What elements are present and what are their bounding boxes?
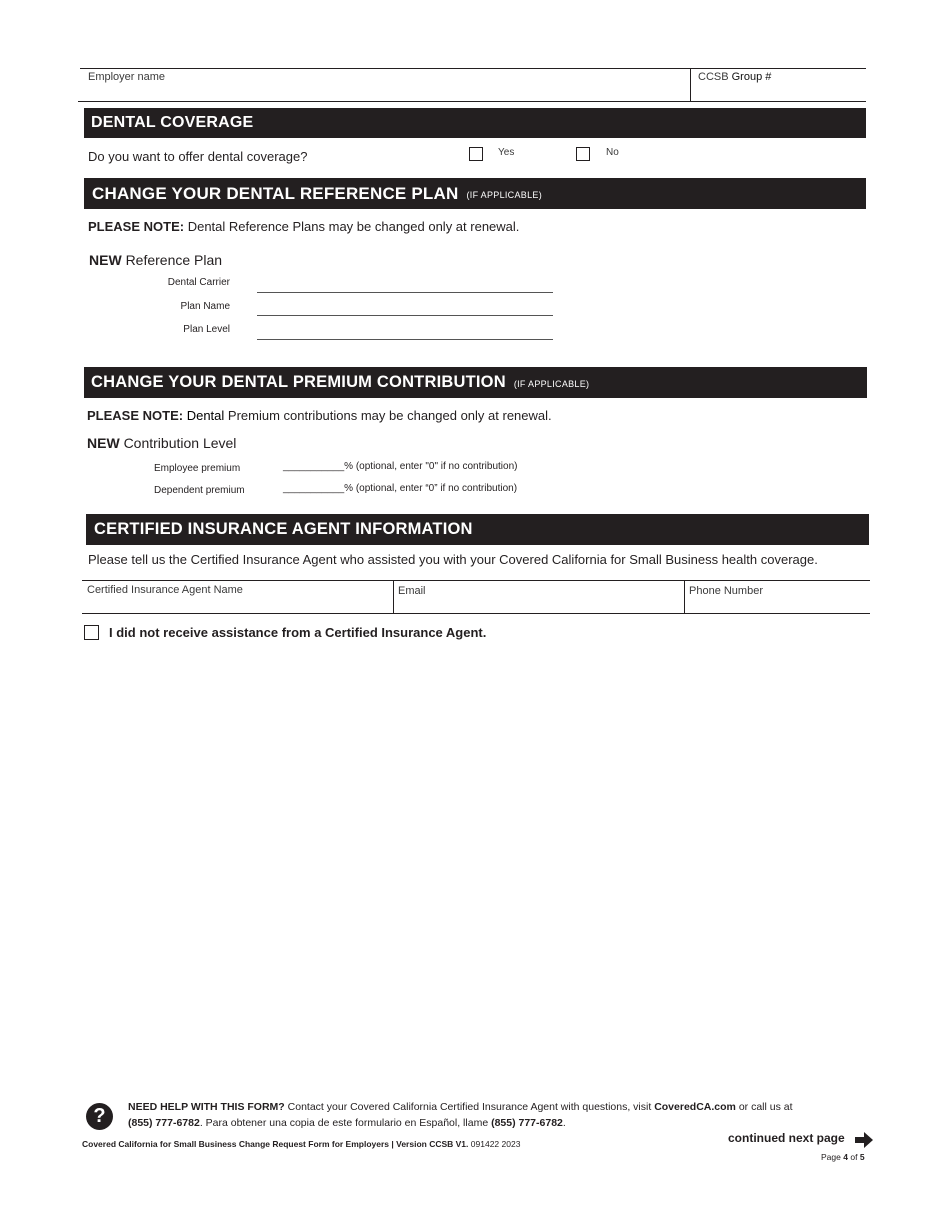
agent-email-field[interactable] — [398, 585, 426, 597]
form-id-text: Covered California for Small Business Change Request Form for Employers | Version CCSB V1. — [82, 1139, 469, 1149]
agent-name-field[interactable] — [87, 584, 243, 596]
phone-number-1: (855) 777-6782 — [128, 1117, 200, 1129]
arrow-right-icon — [855, 1132, 873, 1148]
form-version: 091422 2023 — [470, 1139, 521, 1149]
page-word: Page — [821, 1152, 841, 1162]
reference-plan-title-sub: (IF APPLICABLE) — [466, 190, 542, 200]
header-top-rule — [80, 68, 866, 69]
question-circle-icon — [86, 1103, 113, 1130]
agent-table-top-rule — [82, 580, 870, 581]
employer-name-field[interactable] — [88, 71, 165, 83]
reference-plan-title: CHANGE YOUR DENTAL REFERENCE PLAN — [92, 183, 459, 203]
help-text-call: or call us at — [738, 1101, 793, 1113]
new-reference-bold: NEW — [89, 252, 122, 268]
continued-next-page: continued next page — [728, 1131, 845, 1145]
dental-coverage-title: DENTAL COVERAGE — [91, 114, 254, 131]
premium-header — [84, 367, 867, 398]
help-bold: NEED HELP WITH THIS FORM? — [128, 1101, 285, 1113]
agent-title: CERTIFIED INSURANCE AGENT INFORMATION — [94, 520, 473, 538]
agent-intro: Please tell us the Certified Insurance Agent who assisted you with your Covered California for Small Business health coverage. — [88, 552, 818, 567]
header-bottom-rule — [78, 101, 866, 102]
premium-note-dental: Dental — [186, 408, 225, 423]
reference-plan-header — [84, 178, 866, 209]
no-label: No — [606, 147, 619, 158]
reference-note-bold: PLEASE NOTE: — [88, 219, 185, 234]
phone-number-2: (855) 777-6782 — [491, 1117, 563, 1129]
dependent-premium-label: Dependent premium — [154, 485, 245, 496]
employee-premium-label: Employee premium — [154, 463, 241, 474]
yes-checkbox[interactable] — [469, 147, 483, 161]
dental-coverage-header — [84, 108, 866, 138]
agent-divider-1 — [393, 580, 394, 614]
dental-coverage-question: Do you want to offer dental coverage? — [88, 149, 308, 164]
agent-email-label: Email — [398, 585, 426, 597]
ccsb-group-field[interactable] — [698, 71, 771, 83]
agent-phone-label: Phone Number — [689, 585, 763, 597]
plan-level-label: Plan Level — [183, 324, 230, 335]
new-contribution-bold: NEW — [87, 435, 120, 451]
dental-carrier-input[interactable] — [257, 292, 553, 293]
no-checkbox[interactable] — [576, 147, 590, 161]
help-period: . — [562, 1117, 566, 1129]
employee-premium-input[interactable]: ___________% (optional, enter "0" if no contribution) — [283, 461, 518, 472]
reference-plan-note — [88, 219, 519, 234]
plan-name-label: Plan Name — [180, 301, 230, 312]
agent-phone-field[interactable] — [689, 585, 763, 597]
agent-table-bottom-rule — [82, 613, 870, 614]
new-contribution-heading — [87, 435, 236, 451]
form-id — [82, 1139, 520, 1149]
premium-note — [87, 408, 552, 423]
plan-level-input[interactable] — [257, 339, 553, 340]
covered-ca-link[interactable]: CoveredCA.com — [654, 1101, 736, 1113]
dental-carrier-label: Dental Carrier — [167, 277, 230, 288]
page-total: 5 — [859, 1152, 865, 1162]
spanish-text: . Para obtener una copia de este formulario en Español, llame — [199, 1117, 489, 1129]
help-text-main: Contact your Covered California Certified Insurance Agent with questions, visit — [287, 1101, 652, 1113]
no-agent-checkbox[interactable] — [84, 625, 99, 640]
new-reference-text: Reference Plan — [125, 252, 223, 268]
new-reference-plan-heading — [89, 252, 222, 268]
page-number — [821, 1152, 865, 1162]
premium-note-text: Premium contributions may be changed only at renewal. — [227, 408, 552, 423]
dependent-premium-input[interactable]: ___________% (optional, enter “0” if no contribution) — [283, 483, 518, 494]
reference-note-text: Dental Reference Plans may be changed only at renewal. — [187, 219, 520, 234]
help-icon-glyph: ? — [93, 1105, 106, 1127]
premium-title: CHANGE YOUR DENTAL PREMIUM CONTRIBUTION — [91, 373, 506, 391]
ccsb-label: CCSB — [698, 71, 729, 83]
agent-divider-2 — [684, 580, 685, 614]
premium-title-sub: (IF APPLICABLE) — [513, 379, 590, 389]
group-label: Group # — [731, 71, 772, 83]
help-text — [128, 1099, 868, 1131]
plan-name-input[interactable] — [257, 315, 553, 316]
employer-name-label: Employer name — [88, 71, 166, 83]
agent-name-label: Certified Insurance Agent Name — [87, 584, 243, 596]
no-agent-label: I did not receive assistance from a Certified Insurance Agent. — [109, 625, 487, 640]
new-contribution-text: Contribution Level — [123, 435, 237, 451]
premium-note-bold: PLEASE NOTE: — [87, 408, 184, 423]
of-word: of — [850, 1152, 858, 1162]
header-divider — [690, 68, 691, 102]
agent-header — [86, 514, 869, 545]
yes-label: Yes — [498, 147, 515, 158]
page-current: 4 — [843, 1152, 848, 1162]
